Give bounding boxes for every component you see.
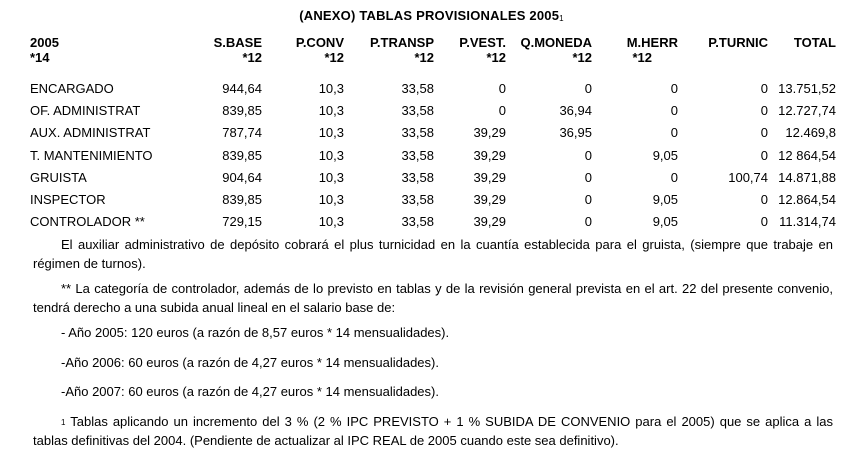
header-total-multiplier <box>768 51 836 70</box>
cell-total: 12 864,54 <box>778 147 836 163</box>
header-pvest: P.VEST. <box>459 35 506 50</box>
cell-qmoneda: 0 <box>584 214 592 230</box>
cell-qmoneda: 36,95 <box>559 125 592 141</box>
row-category: T. MANTENIMIENTO <box>30 147 153 163</box>
notes-section <box>33 236 833 458</box>
cell-sbase: 787,74 <box>222 125 262 141</box>
cell-pconv: 10,3 <box>318 81 344 97</box>
cell-pturnic: 0 <box>760 125 768 141</box>
cell-mherr: 0 <box>670 169 678 185</box>
header-row-2 <box>30 51 836 70</box>
cell-mherr: 9,05 <box>652 214 678 230</box>
cell-total: 12.469,8 <box>785 125 836 141</box>
salary-table <box>30 34 836 233</box>
table-row <box>30 189 836 211</box>
cell-sbase: 839,85 <box>222 192 262 208</box>
cell-pconv: 10,3 <box>318 103 344 119</box>
header-mherr: M.HERR <box>626 35 678 50</box>
cell-qmoneda: 36,94 <box>559 103 592 119</box>
cell-total: 12.864,54 <box>778 192 836 208</box>
header-pconv: P.CONV <box>295 35 344 50</box>
header-ptransp: P.TRANSP <box>369 35 434 50</box>
note-aux-admin: El auxiliar administrativo de depósito cobrará el plus turnicidad en la cuantía establecida para el gruista, (siempre que trabaje en régimen de turnos). <box>33 237 833 271</box>
cell-qmoneda: 0 <box>584 169 592 185</box>
cell-pvest: 0 <box>498 81 506 97</box>
cell-pvest: 0 <box>498 103 506 119</box>
title-text: (ANEXO) TABLAS PROVISIONALES 2005 <box>299 8 560 23</box>
header-mherr-multiplier: *12 <box>632 50 652 65</box>
spacer-cell <box>30 70 836 78</box>
header-qmoneda-multiplier: *12 <box>572 50 592 65</box>
cell-sbase: 839,85 <box>222 147 262 163</box>
footnote-text: Tablas aplicando un incremento del 3 % (2 % IPC PREVISTO + 1 % SUBIDA DE CONVENIO para el 2005) que se aplica a las tablas definitivas del 2004. (Pendiente de actualizar al IPC REAL de 2005 cuando este sea definitivo). <box>33 413 833 448</box>
cell-ptransp: 33,58 <box>401 192 434 208</box>
cell-total: 11.314,74 <box>779 214 836 230</box>
cell-pturnic: 0 <box>760 214 768 230</box>
table-row <box>30 122 836 144</box>
spacer-row <box>30 70 836 78</box>
cell-sbase: 729,15 <box>222 214 262 230</box>
row-category: OF. ADMINISTRAT <box>30 103 141 119</box>
document-title <box>0 8 863 23</box>
header-pturnic: P.TURNIC <box>708 35 768 50</box>
cell-sbase: 904,64 <box>222 169 262 185</box>
header-pturnic-multiplier <box>678 51 768 70</box>
cell-ptransp: 33,58 <box>401 81 434 97</box>
cell-total: 13.751,52 <box>778 81 836 97</box>
table-row <box>30 211 836 233</box>
cell-pvest: 39,29 <box>473 125 506 141</box>
cell-ptransp: 33,58 <box>401 103 434 119</box>
cell-ptransp: 33,58 <box>401 214 434 230</box>
row-category: AUX. ADMINISTRAT <box>30 125 151 141</box>
cell-pconv: 10,3 <box>318 147 344 163</box>
cell-mherr: 0 <box>670 81 678 97</box>
cell-sbase: 839,85 <box>222 103 262 119</box>
cell-pvest: 39,29 <box>473 214 506 230</box>
table-row <box>30 100 836 122</box>
table-row <box>30 78 836 100</box>
cell-pturnic: 0 <box>760 81 768 97</box>
cell-mherr: 0 <box>670 103 678 119</box>
cell-pturnic: 100,74 <box>728 169 768 185</box>
header-pconv-multiplier: *12 <box>324 50 344 65</box>
cell-pconv: 10,3 <box>318 192 344 208</box>
header-sbase: S.BASE <box>213 35 262 50</box>
cell-qmoneda: 0 <box>584 192 592 208</box>
table-row <box>30 167 836 189</box>
header-qmoneda: Q.MONEDA <box>520 35 592 50</box>
cell-pconv: 10,3 <box>318 169 344 185</box>
cell-total: 12.727,74 <box>778 103 836 119</box>
cell-pturnic: 0 <box>760 192 768 208</box>
footnote <box>33 413 833 451</box>
header-row-1 <box>30 34 836 51</box>
cell-pturnic: 0 <box>760 103 768 119</box>
cell-pconv: 10,3 <box>318 214 344 230</box>
cell-total: 14.871,88 <box>778 169 836 185</box>
cell-pvest: 39,29 <box>473 192 506 208</box>
note-year-2007: -Año 2007: 60 euros (a razón de 4,27 euros * 14 mensualidades). <box>61 384 439 399</box>
table-row <box>30 145 836 167</box>
cell-mherr: 9,05 <box>652 192 678 208</box>
cell-mherr: 0 <box>670 125 678 141</box>
cell-sbase: 944,64 <box>222 81 262 97</box>
cell-pvest: 39,29 <box>473 147 506 163</box>
table-body <box>30 70 836 233</box>
cell-qmoneda: 0 <box>584 147 592 163</box>
footnote-mark: 1 <box>61 417 66 427</box>
cell-qmoneda: 0 <box>584 81 592 97</box>
note-controlador: ** La categoría de controlador, además de lo previsto en tablas y de la revisión general prevista en el art. 22 del presente convenio, tendrá derecho a una subida anual lineal en el salario base de: <box>33 281 833 315</box>
row-category: GRUISTA <box>30 169 87 185</box>
cell-pconv: 10,3 <box>318 125 344 141</box>
row-category: CONTROLADOR ** <box>30 214 145 230</box>
header-total: TOTAL <box>793 35 836 50</box>
header-2005-multiplier: *14 <box>30 50 50 65</box>
header-2005: 2005 <box>30 35 59 50</box>
note-year-2006: -Año 2006: 60 euros (a razón de 4,27 euros * 14 mensualidades). <box>61 354 439 370</box>
cell-ptransp: 33,58 <box>401 125 434 141</box>
cell-ptransp: 33,58 <box>401 147 434 163</box>
row-category: INSPECTOR <box>30 192 106 208</box>
header-sbase-multiplier: *12 <box>242 50 262 65</box>
cell-pvest: 39,29 <box>473 169 506 185</box>
header-ptransp-multiplier: *12 <box>414 50 434 65</box>
cell-ptransp: 33,58 <box>401 169 434 185</box>
note-year-2005: - Año 2005: 120 euros (a razón de 8,57 euros * 14 mensualidades). <box>61 325 450 340</box>
header-pvest-multiplier: *12 <box>486 50 506 65</box>
title-footnote-mark: 1 <box>559 14 564 23</box>
cell-pturnic: 0 <box>760 147 768 163</box>
cell-mherr: 9,05 <box>652 147 678 163</box>
row-category: ENCARGADO <box>30 81 114 97</box>
